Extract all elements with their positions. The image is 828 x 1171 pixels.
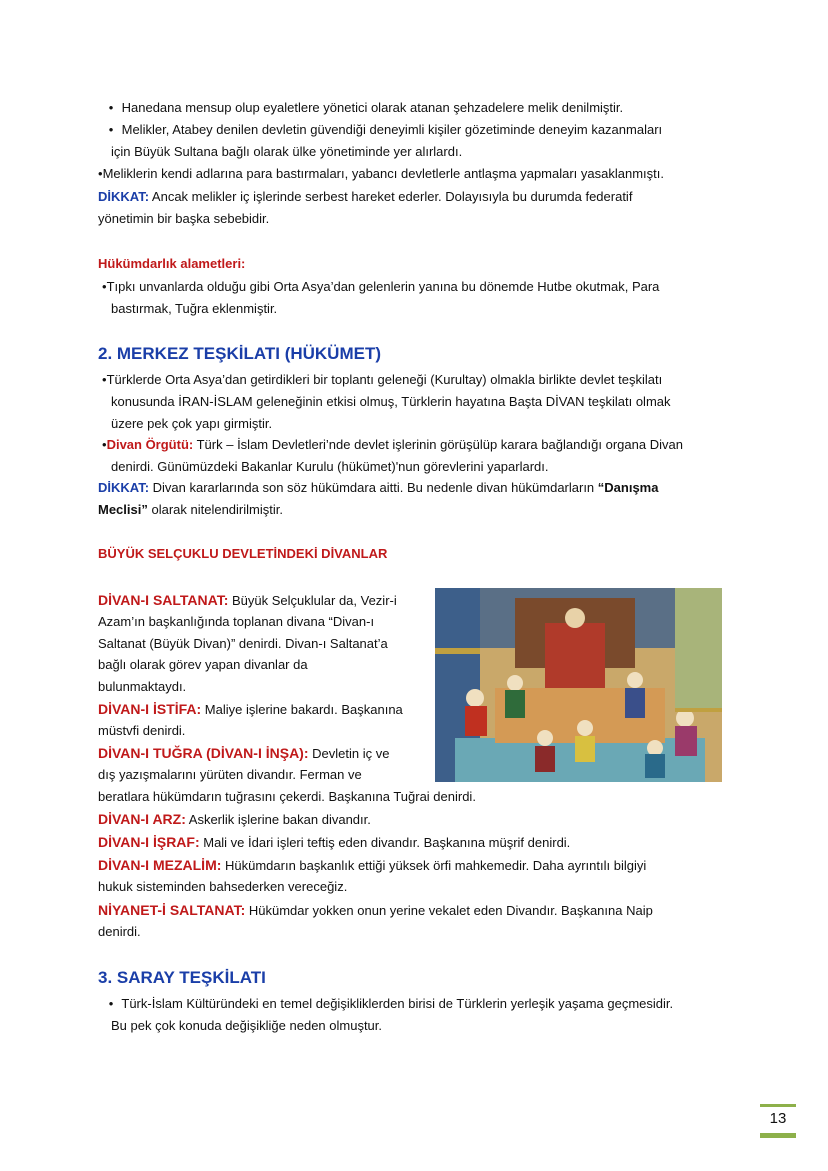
bullet-item: •Tıpkı unvanlarda olduğu gibi Orta Asya’dan gelenlerin yanına bu dönemde Hutbe okutmak, Para bbox=[102, 279, 660, 294]
divan-tugra bbox=[98, 742, 389, 765]
dikkat-emphasis: “Danışma bbox=[597, 480, 659, 495]
divan-text: Büyük Selçuklular da, Vezir-i bbox=[228, 593, 397, 608]
divan-text: Hükümdarın başkanlık ettiği yüksek örfi mahkemedir. Daha ayrıntılı bilgiyi bbox=[221, 858, 647, 873]
divan-arz bbox=[98, 808, 371, 831]
divan-label: NİYANET-İ SALTANAT: bbox=[98, 902, 246, 918]
bullet-item: • Melikler, Atabey denilen devletin güvendiği deneyimli kişiler gözetiminde deneyim kazanmaları bbox=[108, 122, 663, 137]
bullet-continuation: bastırmak, Tuğra eklenmiştir. bbox=[111, 301, 278, 316]
divan-label: DİVAN-I SALTANAT: bbox=[98, 592, 229, 608]
divan-text: hukuk sisteminden bahsederken vereceğiz. bbox=[98, 879, 348, 894]
bullet-continuation: için Büyük Sultana bağlı olarak ülke yönetiminde yer alırlardı. bbox=[111, 144, 463, 159]
bullet-continuation: üzere pek çok yapı girmiştir. bbox=[111, 416, 273, 431]
bullet-continuation: denirdi. Günümüzdeki Bakanlar Kurulu (hükümet)'nun görevlerini yaparlardı. bbox=[111, 459, 549, 474]
page-number-rule-bottom bbox=[760, 1133, 796, 1138]
bullet-text: Türklerde Orta Asya’dan getirdikleri bir toplantı geleneği (Kurultay) olmakla birlikte devlet teşkilatı bbox=[106, 372, 663, 387]
divan-israf bbox=[98, 831, 570, 854]
bullet-text: Meliklerin kendi adlarına para bastırmaları, yabancı devletlerle antlaşma yapmaları yasaklanmıştı. bbox=[102, 166, 664, 181]
divan-label: DİVAN-I ARZ: bbox=[98, 811, 186, 827]
bullet-text: Hanedana mensup olup eyaletlere yönetici olarak atanan şehzadelere melik denilmiştir. bbox=[121, 100, 624, 115]
section-heading: 3. SARAY TEŞKİLATI bbox=[98, 968, 266, 987]
bullet-item: •Türklerde Orta Asya’dan getirdikleri bir toplantı geleneği (Kurultay) olmakla birlikte devlet teşkilatı bbox=[102, 372, 663, 387]
divan-text: Mali ve İdari işleri teftiş eden divandır. Başkanına müşrif denirdi. bbox=[199, 835, 571, 850]
divan-label: DİVAN-I İSTİFA: bbox=[98, 701, 202, 717]
divanlar-heading: BÜYÜK SELÇUKLU DEVLETİNDEKİ DİVANLAR bbox=[98, 546, 388, 561]
divan-saltanat bbox=[98, 589, 397, 612]
divan-text: bağlı olarak görev yapan divanlar da bbox=[98, 657, 308, 672]
bullet-continuation: Bu pek çok konuda değişikliğe neden olmuştur. bbox=[111, 1018, 383, 1033]
divan-orgutu-label: Divan Örgütü: bbox=[106, 437, 194, 452]
dikkat-text: Divan kararlarında son söz hükümdara aitti. Bu nedenle divan hükümdarların bbox=[149, 480, 598, 495]
bullet-text: Türk-İslam Kültüründeki en temel değişikliklerden birisi de Türklerin yerleşik yaşama geçmesidir. bbox=[121, 996, 674, 1011]
bullet-text: Melikler, Atabey denilen devletin güvendiği deneyimli kişiler gözetiminde deneyim kazanmaları bbox=[121, 122, 663, 137]
divan-text: Askerlik işlerine bakan divandır. bbox=[185, 812, 371, 827]
divan-text: denirdi. bbox=[98, 924, 141, 939]
divan-text: dış yazışmalarını yürüten divandır. Ferman ve bbox=[98, 767, 362, 782]
bullet-item: •Divan Örgütü: Türk – İslam Devletleri’nde devlet işlerinin görüşülüp karara bağlandığı organa Divan bbox=[102, 437, 683, 452]
dikkat-label: DİKKAT: bbox=[98, 480, 150, 495]
bullet-item: • Hanedana mensup olup eyaletlere yönetici olarak atanan şehzadelere melik denilmiştir. bbox=[108, 100, 624, 115]
divan-text: Devletin iç ve bbox=[308, 746, 390, 761]
divan-text: bulunmaktaydı. bbox=[98, 679, 187, 694]
divan-text: beratlara hükümdarın tuğrasını çekerdi. Başkanına Tuğrai denirdi. bbox=[98, 789, 476, 804]
page-number-rule-top bbox=[760, 1104, 796, 1107]
dikkat-label: DİKKAT: bbox=[98, 189, 150, 204]
miniature-painting-image bbox=[435, 588, 722, 782]
divan-mezalim bbox=[98, 854, 646, 877]
alamet-heading: Hükümdarlık alametleri: bbox=[98, 256, 246, 271]
bullet-continuation: konusunda İRAN-İSLAM geleneğinin etkisi olmuş, Türklerin hayatına Başta DİVAN teşkilatı olmak bbox=[111, 394, 671, 409]
divan-istifa bbox=[98, 698, 403, 721]
dikkat-text-cont: yönetimin bir başka sebebidir. bbox=[98, 211, 270, 226]
divan-label: DİVAN-I MEZALİM: bbox=[98, 857, 222, 873]
dikkat-emphasis: Meclisi” bbox=[98, 502, 148, 517]
divan-label: DİVAN-I İŞRAF: bbox=[98, 834, 200, 850]
divan-label: DİVAN-I TUĞRA (DİVAN-I İNŞA): bbox=[98, 745, 309, 761]
dikkat-note bbox=[98, 477, 658, 499]
divan-text: Hükümdar yokken onun yerine vekalet eden Divandır. Başkanına Naip bbox=[245, 903, 653, 918]
page-number: 13 bbox=[769, 1110, 787, 1127]
bullet-text: Tıpkı unvanlarda olduğu gibi Orta Asya’dan gelenlerin yanına bu dönemde Hutbe okutmak, Para bbox=[106, 279, 660, 294]
divan-text: müstvfi denirdi. bbox=[98, 723, 186, 738]
divan-text: Saltanat (Büyük Divan)” denirdi. Divan-ı Saltanat’a bbox=[98, 636, 388, 651]
bullet-item: • Türk-İslam Kültüründeki en temel değişikliklerden birisi de Türklerin yerleşik yaşama geçmesidir. bbox=[108, 996, 674, 1011]
bullet-text: Türk – İslam Devletleri’nde devlet işlerinin görüşülüp karara bağlandığı organa Divan bbox=[193, 437, 683, 452]
dikkat-text: olarak nitelendirilmiştir. bbox=[147, 502, 283, 517]
divan-text: Azam’ın başkanlığında toplanan divana “Divan-ı bbox=[98, 614, 375, 629]
dikkat-note bbox=[98, 186, 632, 208]
dikkat-text: Ancak melikler iç işlerinde serbest hareket ederler. Dolayısıyla bu durumda federatif bbox=[149, 189, 633, 204]
dikkat-text-cont bbox=[98, 499, 283, 521]
niyabet-saltanat bbox=[98, 899, 653, 922]
section-heading: 2. MERKEZ TEŞKİLATI (HÜKÜMET) bbox=[98, 344, 382, 363]
bullet-item: •Meliklerin kendi adlarına para bastırmaları, yabancı devletlerle antlaşma yapmaları yasaklanmıştı. bbox=[98, 166, 664, 181]
divan-text: Maliye işlerine bakardı. Başkanına bbox=[201, 702, 403, 717]
